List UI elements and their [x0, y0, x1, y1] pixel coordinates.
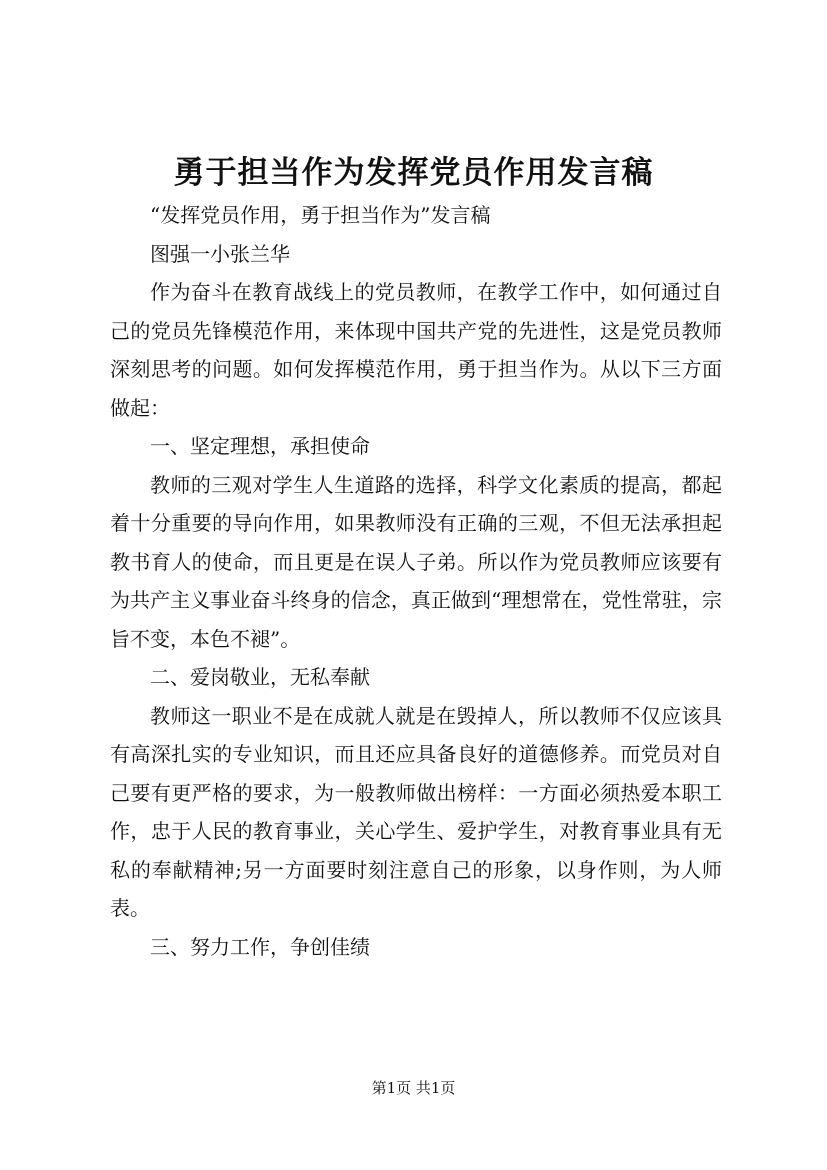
section-heading-1: 一、坚定理想，承担使命	[150, 434, 370, 458]
author-paragraph: 图强一小张兰华	[150, 241, 290, 266]
section-heading-3: 三、努力工作，争创佳绩	[150, 934, 370, 959]
page-number-footer: 第1页 共1页	[371, 1079, 456, 1097]
section-paragraph-2: 教师这一职业不是在成就人就是在毁掉人，所以教师不仅应该具有高深扎实的专业知识，而且还应具备良好的道德修养。而党员对自己要有更严格的要求，为一般教师做出榜样：一方面必须热爱本职工作，忠于人民的教育事业，关心学生、爱护学生，对教育事业具有无私的奉献精神;另一方面要时刻注意自己的形象，以身作则，为人师表。	[110, 703, 722, 920]
document-title: 勇于担当作为发挥党员作用发言稿	[173, 155, 654, 191]
document-body	[110, 196, 722, 966]
intro-paragraph: 作为奋斗在教育战线上的党员教师，在教学工作中，如何通过自己的党员先锋模范作用，来体现中国共产党的先进性，这是党员教师深刻思考的问题。如何发挥模范作用，勇于担当作为。从以下三方面做起：	[110, 280, 722, 420]
subtitle-paragraph: “发挥党员作用，勇于担当作为”发言稿	[150, 203, 491, 227]
section-paragraph-1: 教师的三观对学生人生道路的选择，科学文化素质的提高，都起着十分重要的导向作用，如果教师没有正确的三观，不但无法承担起教书育人的使命，而且更是在误人子弟。所以作为党员教师应该要有为共产主义事业奋斗终身的信念，真正做到“理想常在，党性常驻，宗旨不变，本色不褪”。	[110, 472, 722, 651]
section-heading-2: 二、爱岗敬业，无私奉献	[150, 665, 370, 689]
